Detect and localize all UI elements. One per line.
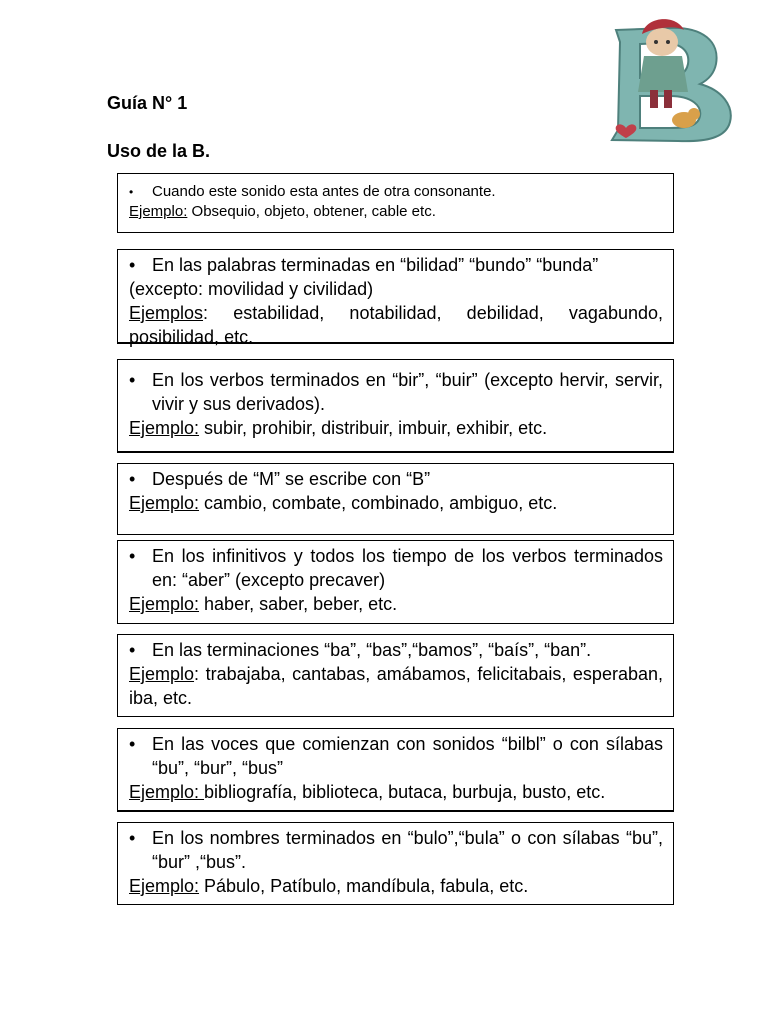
rule-box-1 <box>117 173 674 233</box>
rule-text: En las voces que comienzan con sonidos “bilbl” o con sílabas “bu”, “bur”, “bus” <box>152 734 663 778</box>
guide-title: Guía N° 1 <box>107 93 188 113</box>
rule-box-2 <box>117 249 674 347</box>
example-text: bibliografía, biblioteca, butaca, burbuja, busto, etc. <box>204 782 606 802</box>
bullet-icon: • <box>129 640 136 660</box>
example-label: Ejemplo: <box>129 418 200 438</box>
bullet-icon: • <box>129 370 136 390</box>
rule-box-8 <box>117 822 674 905</box>
rule-box-7 <box>117 728 674 812</box>
example-text: cambio, combate, combinado, ambiguo, etc. <box>199 493 558 513</box>
bullet-icon: • <box>129 828 136 848</box>
rule-text: Después de “M” se escribe con “B” <box>152 469 431 489</box>
example-label: Ejemplos <box>129 303 204 323</box>
bullet-icon: • <box>129 734 136 754</box>
example-text: : trabajaba, cantabas, amábamos, felicitabais, esperaban, iba, etc. <box>129 664 663 708</box>
rule-text: En los verbos terminados en “bir”, “buir” (excepto hervir, servir, vivir y sus derivados). <box>152 370 663 414</box>
bullet-icon: • <box>129 546 136 566</box>
example-text: subir, prohibir, distribuir, imbuir, exhibir, etc. <box>199 418 548 438</box>
example-label: Ejemplo: <box>129 594 200 614</box>
example-label: Ejemplo: <box>129 876 200 896</box>
example-text: Pábulo, Patíbulo, mandíbula, fabula, etc. <box>199 876 529 896</box>
rule-text: En las terminaciones “ba”, “bas”,“bamos”, “baís”, “ban”. <box>152 640 592 660</box>
example-label: Ejemplo <box>129 664 195 684</box>
example-label: Ejemplo: <box>129 493 200 513</box>
rule-text: En los nombres terminados en “bulo”,“bula” o con sílabas “bu”, “bur” ,“bus”. <box>152 828 663 872</box>
rule-text: En los infinitivos y todos los tiempo de los verbos terminados en: “aber” (excepto precaver) <box>152 546 663 590</box>
rule-box-5 <box>117 540 674 624</box>
rule-box-4 <box>117 463 674 535</box>
example-label: Ejemplo: <box>129 782 205 802</box>
bullet-icon: • <box>129 255 136 275</box>
bullet-icon: • <box>129 469 136 489</box>
logo-letter: B <box>598 12 599 13</box>
bullet-icon: • <box>129 185 134 199</box>
rule-box-6 <box>117 634 674 717</box>
example-text: Obsequio, objeto, obtener, cable etc. <box>187 203 436 220</box>
rule-text: Cuando este sonido esta antes de otra consonante. <box>152 183 496 200</box>
rule-text: En las palabras terminadas en “bilidad” “bundo” “bunda” <box>152 255 599 275</box>
example-text: haber, saber, beber, etc. <box>199 594 398 614</box>
example-label: Ejemplo: <box>129 203 188 220</box>
letter-b-logo <box>598 12 740 144</box>
section-title: Uso de la B. <box>107 141 211 161</box>
rule-text-continued: (excepto: movilidad y civilidad) <box>129 279 374 299</box>
example-text: : estabilidad, notabilidad, debilidad, vagabundo, posibilidad, etc. <box>129 303 663 347</box>
rule-box-3 <box>117 359 674 453</box>
